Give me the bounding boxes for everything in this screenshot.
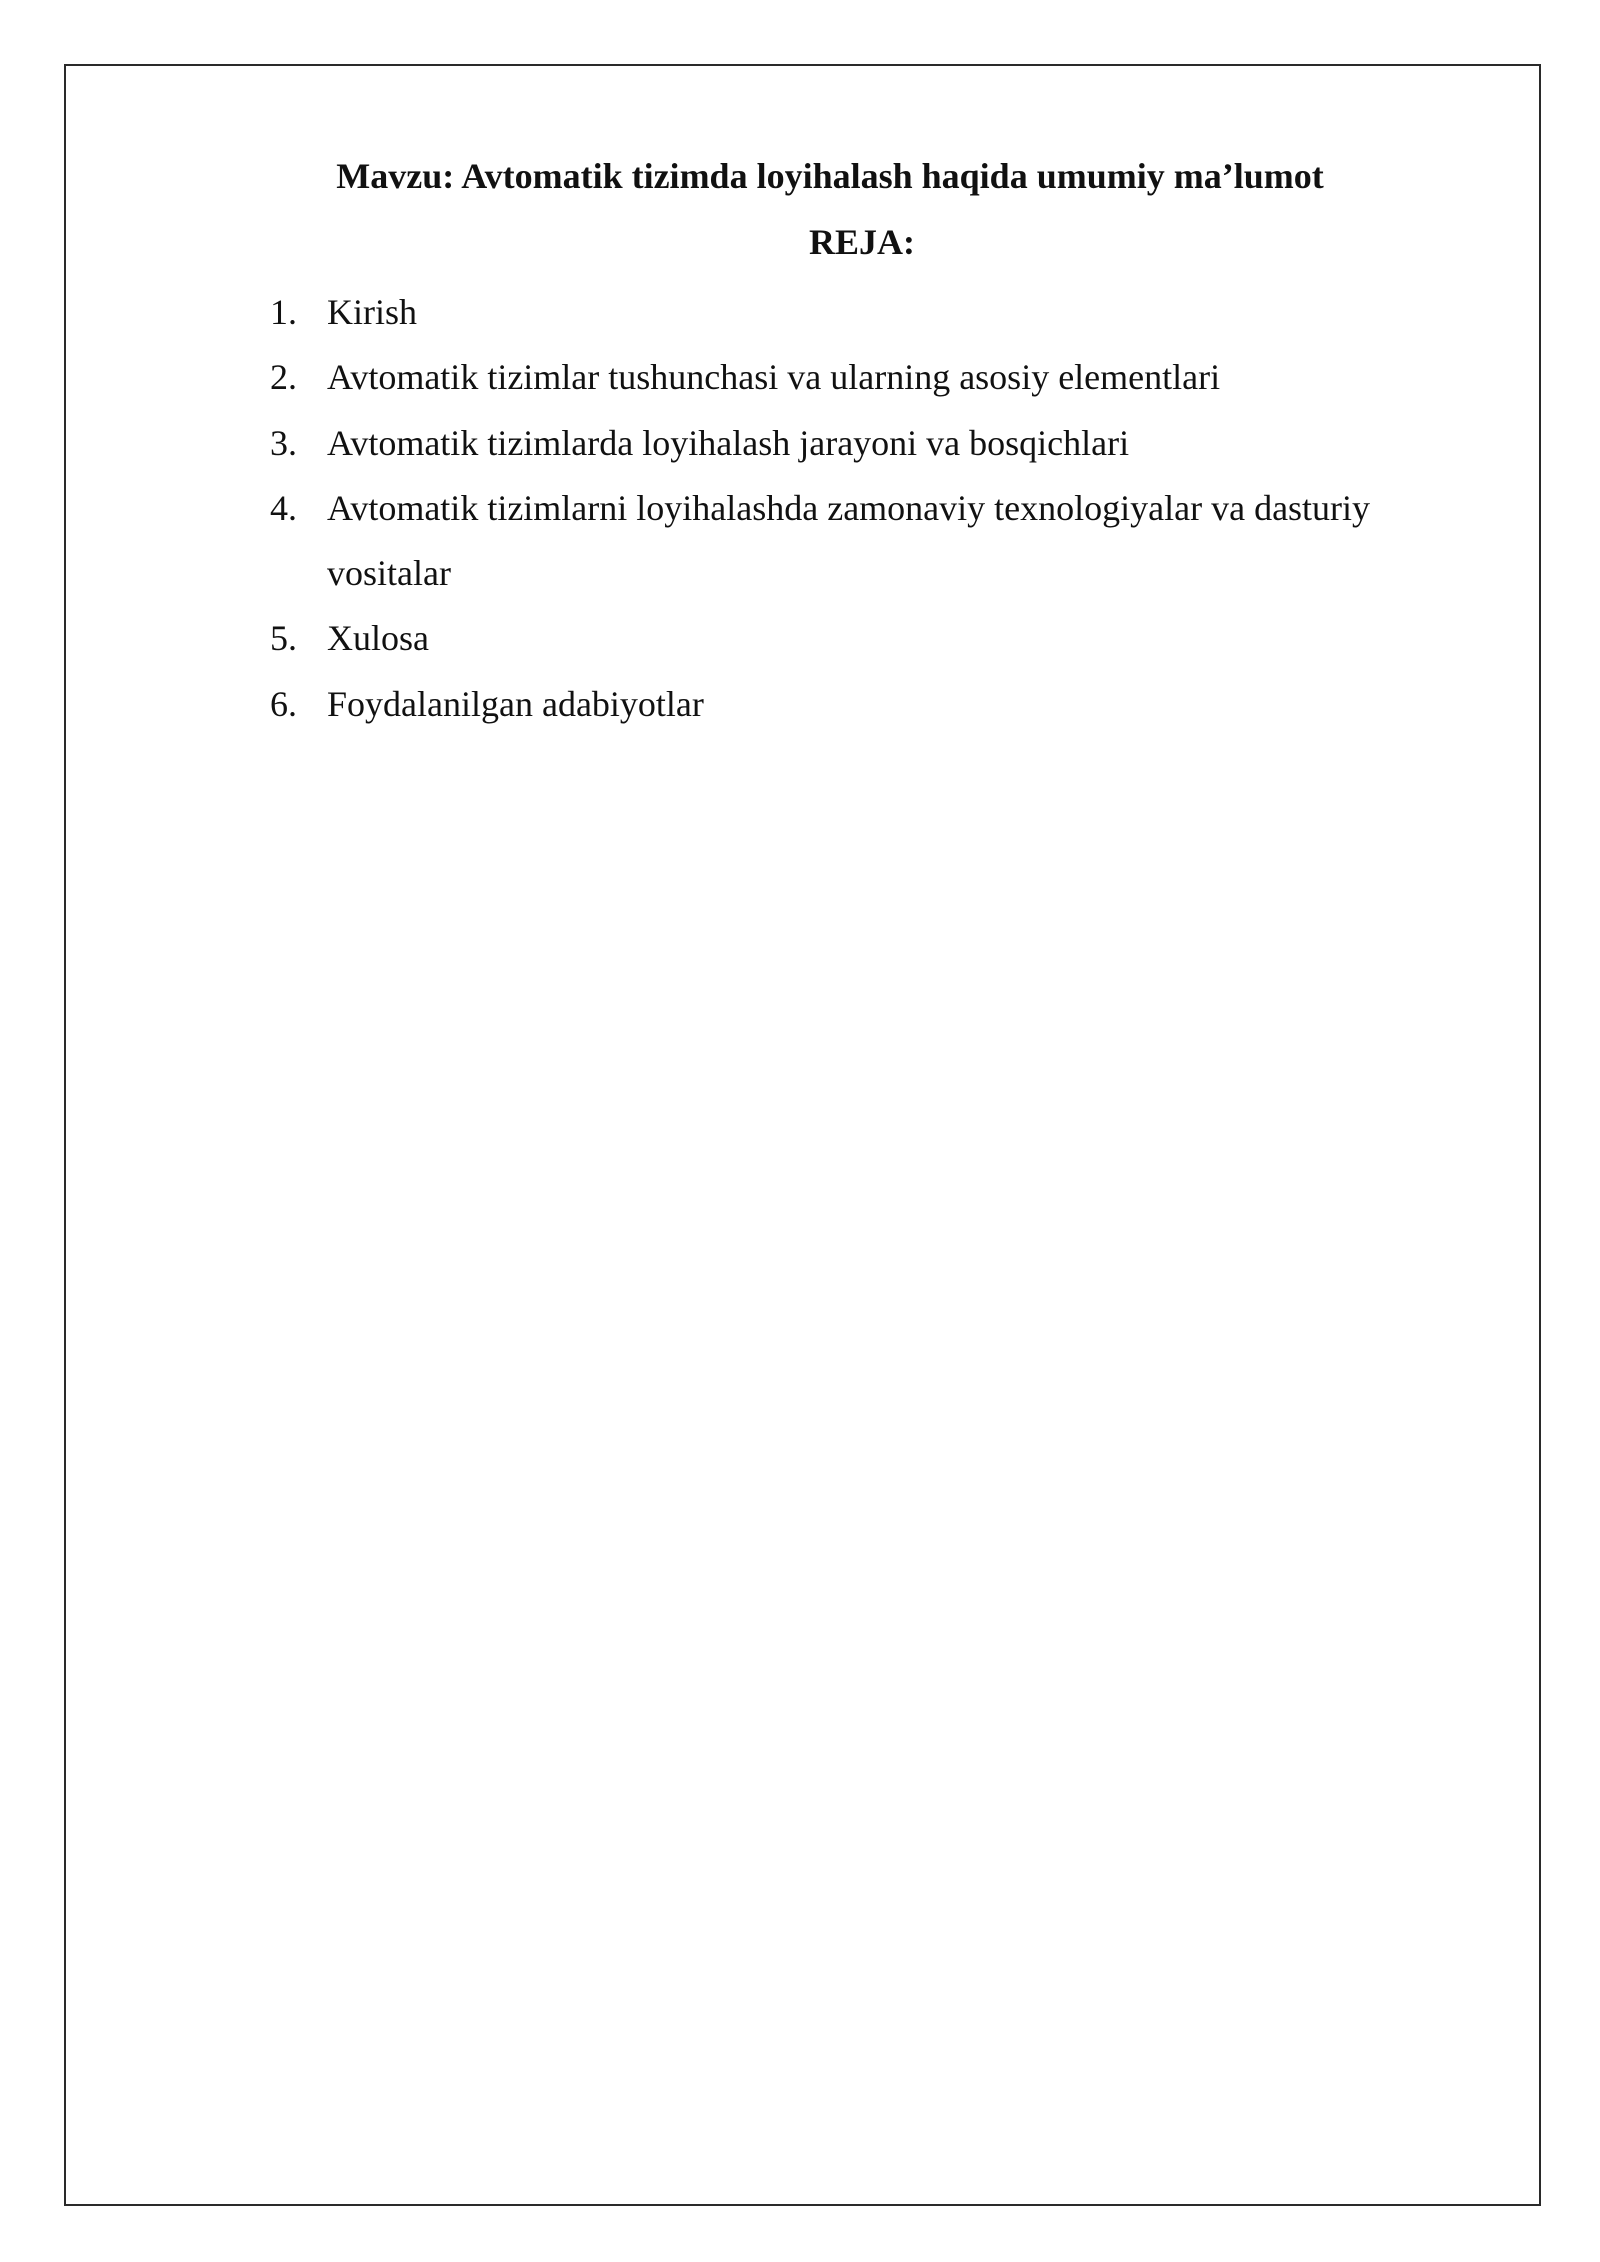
list-item-text: Avtomatik tizimlarni loyihalashda zamonaviy texnologiyalar va dasturiy vositalar [327, 487, 1371, 594]
plan-heading: REJA: [809, 222, 915, 262]
list-item-text: Foydalanilgan adabiyotlar [327, 683, 704, 724]
document-title: Mavzu: Avtomatik tizimda loyihalash haqida umumiy ma’lumot [336, 156, 1324, 196]
list-item-text: Xulosa [327, 618, 429, 659]
list-item [270, 280, 1450, 345]
list-item [270, 411, 1450, 476]
list-item-text: Avtomatik tizimlarda loyihalash jarayoni va bosqichlari [327, 422, 1130, 463]
list-item-number: 4. [270, 487, 297, 528]
list-item-number: 1. [270, 292, 297, 332]
list-item-number: 6. [270, 683, 297, 724]
list-item [270, 345, 1450, 410]
list-item-number: 3. [270, 422, 297, 463]
list-item-text: Kirish [327, 292, 417, 332]
list-item [270, 476, 1450, 607]
list-item-number: 2. [270, 357, 297, 398]
plan-list [270, 280, 1450, 737]
list-item-number: 5. [270, 618, 297, 659]
list-item [270, 672, 1450, 737]
list-item-text: Avtomatik tizimlar tushunchasi va ularning asosiy elementlari [327, 357, 1221, 398]
list-item [270, 606, 1450, 671]
